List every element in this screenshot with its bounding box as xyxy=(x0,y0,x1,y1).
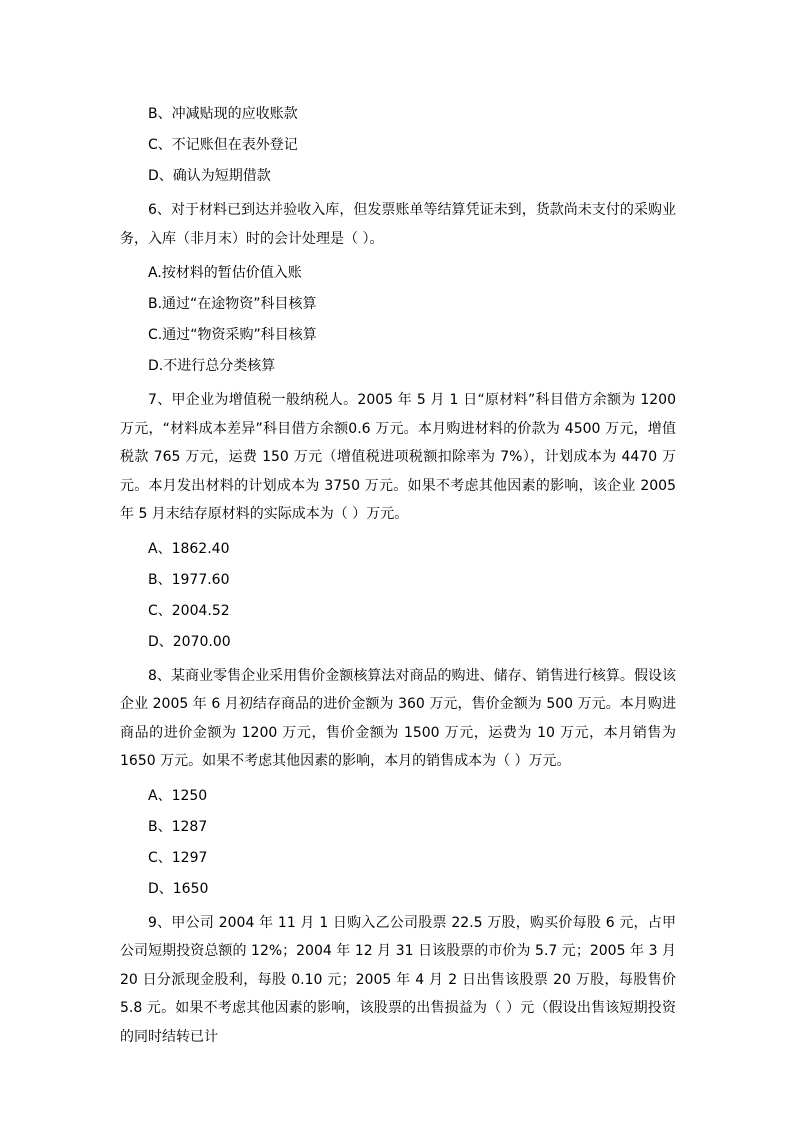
q7-option-c: C、2004.52 xyxy=(148,602,230,619)
document-content xyxy=(120,99,676,1051)
q5-option-b: B、冲减贴现的应收账款 xyxy=(148,106,298,122)
q6-option-d: D.不进行总分类核算 xyxy=(148,358,276,374)
q7-option-b: B、1977.60 xyxy=(148,571,230,588)
q6-stem: 6、对于材料已到达并验收入库，但发票账单等结算凭证未到，货款尚未支付的采购业务，入库（非月末）时的会计处理是（ ）。 xyxy=(120,202,676,247)
q6-option-b: B.通过“在途物资”科目核算 xyxy=(148,296,317,312)
q8-option-d: D、1650 xyxy=(148,880,209,897)
q6-option-a: A.按材料的暂估价值入账 xyxy=(148,265,302,281)
q7-option-d: D、2070.00 xyxy=(148,633,231,650)
q6-option-c: C.通过“物资采购”科目核算 xyxy=(148,327,317,343)
q8-stem: 8、某商业零售企业采用售价金额核算法对商品的购进、储存、销售进行核算。假设该企业 2005 年 6 月初结存商品的进价金额为 360 万元，售价金额为 500 万元。本月购进商品的进价金额为 1200 万元，售价金额为 1500 万元，运费为 10 万元，本月销售为 1650 万元。如果不考虑其他因素的影响，本月的销售成本为（ ）万元。 xyxy=(120,667,676,769)
q8-option-c: C、1297 xyxy=(148,849,208,866)
q7-stem: 7、甲企业为增值税一般纳税人。2005 年 5 月 1 日“原材料”科目借方余额为 1200 万元，“材料成本差异”科目借方余额0.6 万元。本月购进材料的价款为 4500 万元，增值税款 765 万元，运费 150 万元（增值税进项税额扣除率为 7%），计划成本为 4470 万元。本月发出材料的计划成本为 3750 万元。如果不考虑其他因素的影响，该企业 2005 年 5 月末结存原材料的实际成本为（ ）万元。 xyxy=(120,392,676,522)
q5-option-c: C、不记账但在表外登记 xyxy=(148,137,298,153)
q7-option-a: A、1862.40 xyxy=(148,540,230,557)
q5-option-d: D、确认为短期借款 xyxy=(148,168,271,184)
q9-stem: 9、甲公司 2004 年 11 月 1 日购入乙公司股票 22.5 万股，购买价每股 6 元，占甲公司短期投资总额的 12%；2004 年 12 月 31 日该股票的市价为 5.7 元；2005 年 3 月 20 日分派现金股利，每股 0.10 元；2005 年 4 月 2 日出售该股票 20 万股，每股售价 5.8 元。如果不考虑其他因素的影响，该股票的出售损益为（ ）元（假设出售该短期投资的同时结转已计 xyxy=(120,914,676,1045)
q8-option-b: B、1287 xyxy=(148,818,208,835)
q8-option-a: A、1250 xyxy=(148,787,208,804)
